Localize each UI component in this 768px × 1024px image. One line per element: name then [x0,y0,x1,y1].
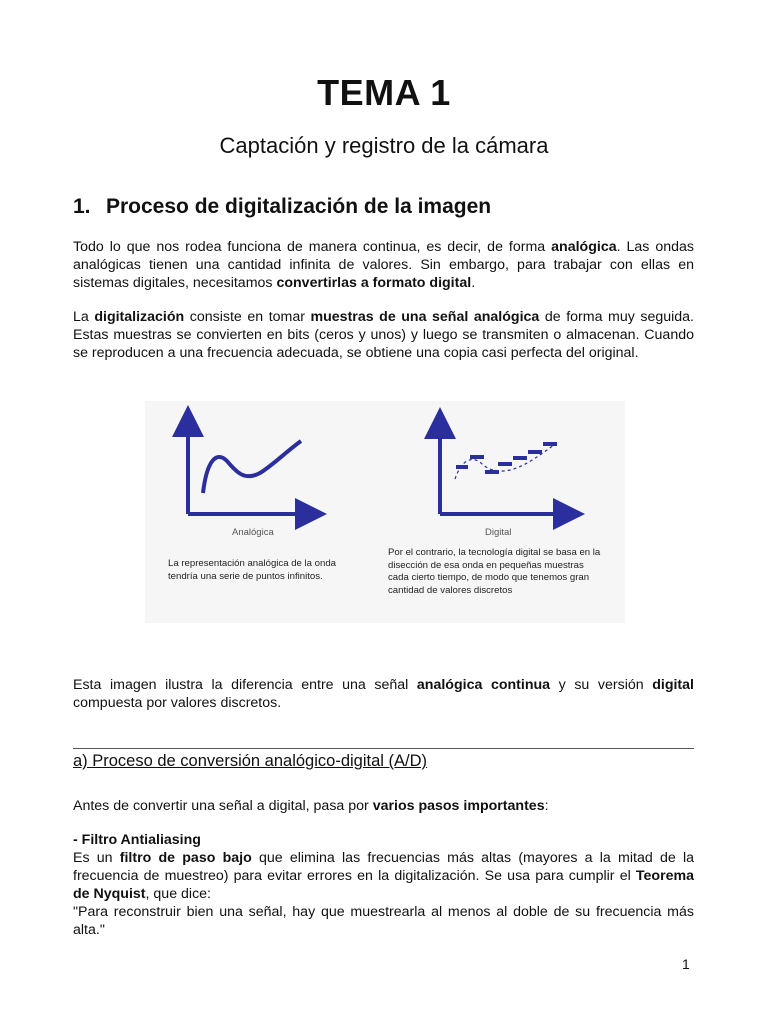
page-title: TEMA 1 [317,72,451,113]
page-subtitle: Captación y registro de la cámara [219,133,549,158]
nyquist-quote: "Para reconstruir bien una señal, hay que muestrearla al menos al doble de su frecuencia más alta." [73,904,694,938]
section-number: 1. [73,195,91,218]
section-heading-text: Proceso de digitalización de la imagen [106,195,492,218]
page-number: 1 [682,956,690,972]
paragraph-antialiasing: - Filtro Antialiasing Es un filtro de paso bajo que elimina las frecuencias más altas (mayores a la mitad de la frecuencia de muestreo) para evitar errores en la digitalización. Se usa para cumplir el Teorema de Nyquist, que dice: "Para reconstruir bien una señal, hay que muestrearla al menos al doble de su frecuencia más alta." [73,832,694,938]
paragraph-figure-explanation: Esta imagen ilustra la diferencia entre una señal analógica continua y su versión digital compuesta por valores discretos. [73,677,694,711]
digital-samples [456,444,557,472]
caption-analog: La representación analógica de la onda tendría una serie de puntos infinitos. [168,558,337,582]
section-heading [73,195,491,219]
paragraph-digitalization: La digitalización consiste en tomar muestras de una señal analógica de forma muy seguida. Estas muestras se convierten en bits (ceros y unos) y luego se transmiten o almacenan. Cuando se reproducen a una frecuencia adecuada, se obtiene una copia casi perfecta del original. [73,309,694,361]
analog-axes [188,421,311,514]
paragraph-analog-intro: Todo lo que nos rodea funciona de manera continua, es decir, de forma analógica. Las ondas analógicas tienen una cantidad infinita de valores. Sin embargo, para trabajar con ellas en sistemas digitales, necesitamos convertirlas a formato digital. [73,239,694,291]
analog-wave [203,441,301,493]
subsection-heading: a) Proceso de conversión analógico-digital (A/D) [73,752,428,770]
analog-label: Analógica [232,527,274,538]
analog-digital-figure [145,401,625,623]
section-divider [73,748,694,749]
paragraph-steps-intro: Antes de convertir una señal a digital, pasa por varios pasos importantes: [73,798,549,814]
antialiasing-title: - Filtro Antialiasing [73,832,201,848]
digital-label: Digital [485,527,512,538]
caption-digital: Por el contrario, la tecnología digital se basa en la disección de esa onda en pequeñas muestras cada cierto tiempo, de modo que tenemos gran cantidad de valores discretos [388,547,601,596]
digital-wave-dashed [455,443,557,479]
